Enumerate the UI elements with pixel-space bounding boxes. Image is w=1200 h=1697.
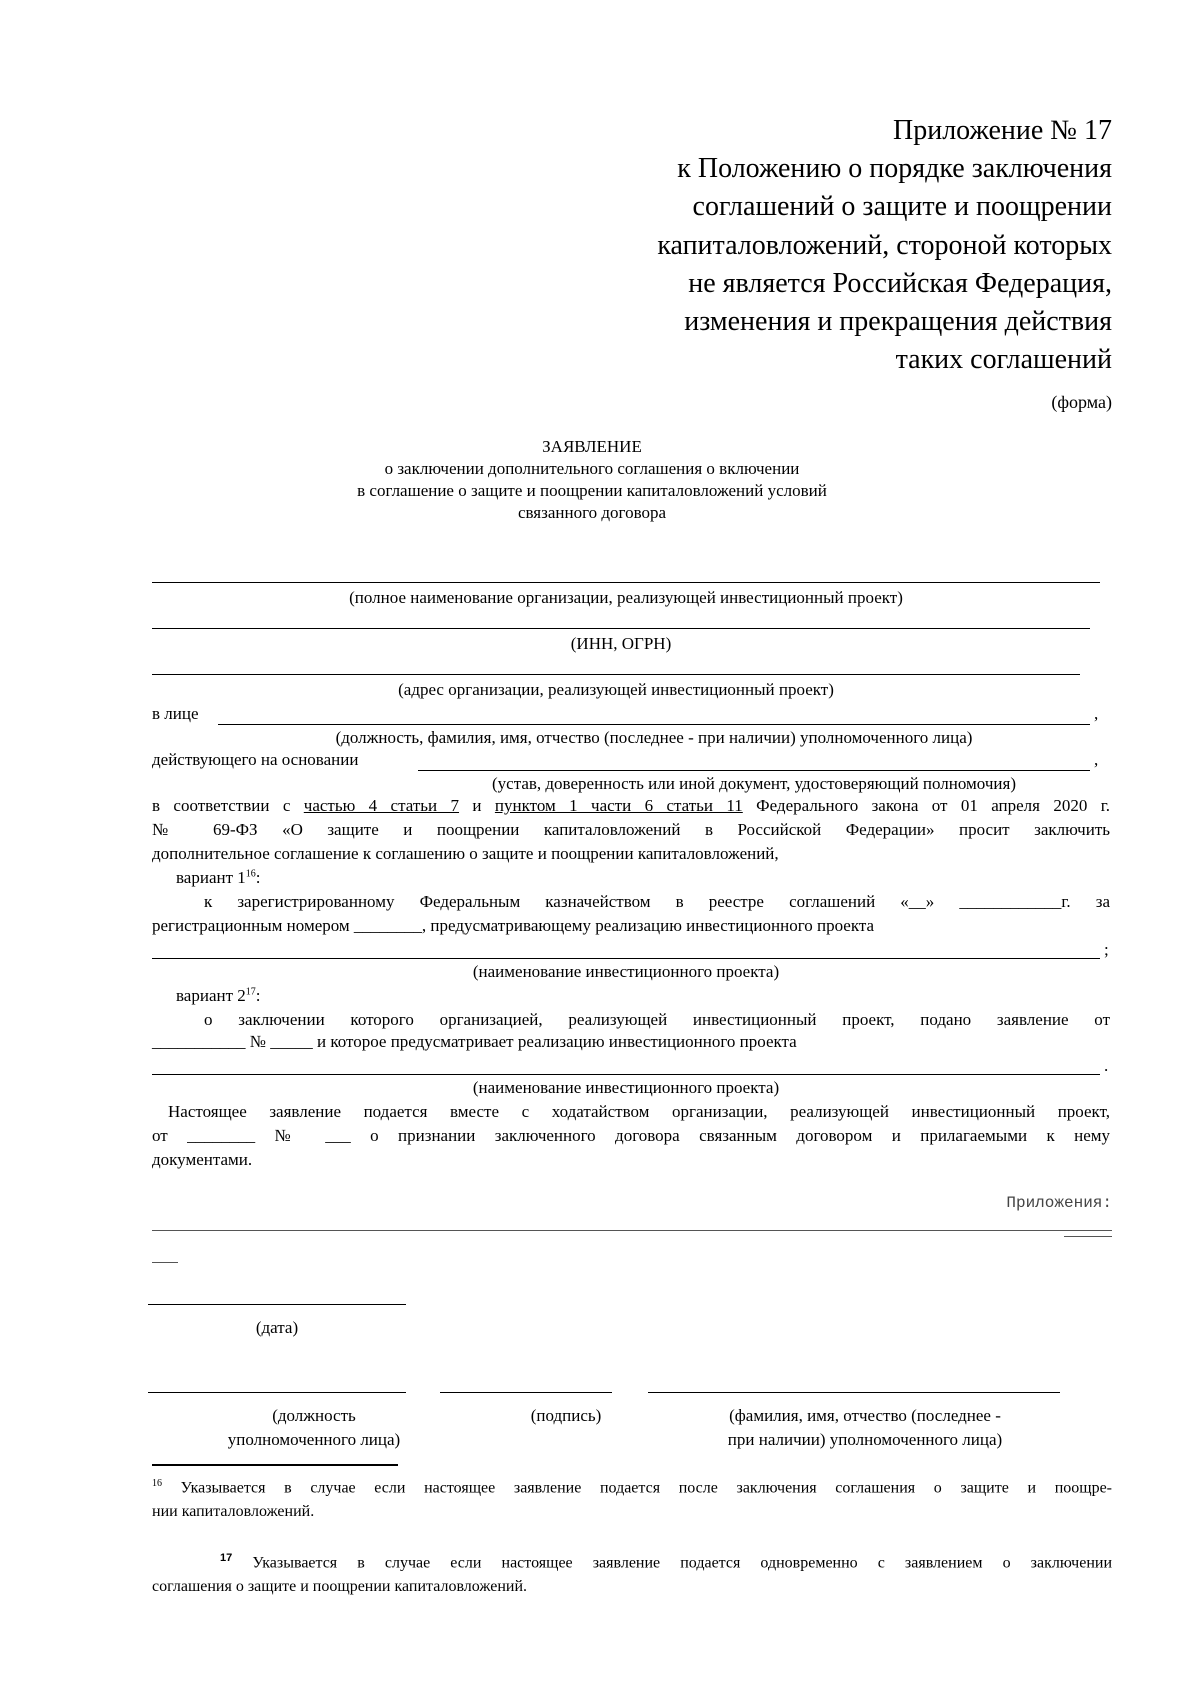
header-line-7: таких соглашений <box>895 344 1112 376</box>
representative-line[interactable] <box>218 724 1090 725</box>
footnote-ref-17[interactable]: 17 <box>245 986 256 998</box>
date-caption: (дата) <box>255 1318 299 1337</box>
variant-1-line-2: регистрационным номером ________, предусматривающему реализацию инвестиционного проекта <box>152 916 875 935</box>
project-name-line-2[interactable] <box>152 1074 1100 1075</box>
attachments-line-2[interactable] <box>152 1262 178 1263</box>
v-litse-label: в лице <box>152 704 199 723</box>
paragraph-2-line-2: от ________ № ___ о признании заключенного договора связанным договором и прилагаемыми к нему <box>152 1126 1110 1145</box>
p1-text-c: Федерального закона от 01 апреля 2020 г. <box>756 796 1111 815</box>
p1-text-a: в соответствии с <box>152 796 291 815</box>
paragraph-2-line-1: Настоящее заявление подается вместе с ходатайством организации, реализующей инвестиционный проект, <box>168 1102 1110 1121</box>
org-name-line[interactable] <box>152 582 1100 583</box>
law-link-part4-art7[interactable]: частью 4 статьи 7 <box>303 796 460 815</box>
address-line[interactable] <box>152 674 1080 675</box>
position-sign-line[interactable] <box>148 1392 406 1393</box>
appendix-header <box>657 112 1112 379</box>
header-line-2: к Положению о порядке заключения <box>677 153 1112 185</box>
header-line-5: не является Российская Федерация, <box>688 267 1112 299</box>
project-caption-2: (наименование инвестиционного проекта) <box>472 1078 780 1097</box>
fio-line[interactable] <box>648 1392 1060 1393</box>
footnote-17-text-1: Указывается в случае если настоящее заявление подается одновременно с заявлением о заключении <box>252 1554 1113 1572</box>
attachments-line-1[interactable] <box>152 1230 1112 1231</box>
comma-1: , <box>1094 704 1099 723</box>
footnote-17-line-1 <box>220 1546 1112 1575</box>
header-line-6: изменения и прекращения действия <box>684 306 1112 338</box>
fio-caption-2: при наличии) уполномоченного лица) <box>727 1430 1003 1449</box>
position-caption: (должность, фамилия, имя, отчество (последнее - при наличии) уполномоченного лица) <box>335 728 973 747</box>
footnote-separator <box>152 1464 398 1466</box>
position-caption-2: уполномоченного лица) <box>227 1430 401 1449</box>
acting-label: действующего на основании <box>152 750 359 769</box>
variant-1-text: вариант 1 <box>176 868 246 887</box>
footnote-ref-16[interactable]: 16 <box>245 868 256 880</box>
footnote-16-number: 16 <box>152 1478 162 1489</box>
header-line-4: капиталовложений, стороной которых <box>657 229 1112 261</box>
title-heading: ЗАЯВЛЕНИЕ <box>542 437 642 456</box>
header-line-3: соглашений о защите и поощрении <box>692 191 1112 223</box>
basis-line[interactable] <box>418 770 1090 771</box>
signature-line[interactable] <box>440 1392 612 1393</box>
paragraph-1-line-1 <box>152 796 1110 816</box>
variant-2-line-2: ___________ № _____ и которое предусматривает реализацию инвестиционного проекта <box>152 1032 797 1051</box>
p1-text-b: и <box>472 796 482 815</box>
position-caption-1: (должность <box>272 1406 356 1425</box>
footnote-16 <box>152 1472 1112 1524</box>
semicolon: ; <box>1104 940 1109 959</box>
title-sub-1: о заключении дополнительного соглашения о включении <box>384 459 800 478</box>
footnote-16-text-1: Указывается в случае если настоящее заявление подается после заключения соглашения о защите и поощре- <box>180 1479 1113 1497</box>
project-caption-1: (наименование инвестиционного проекта) <box>472 962 780 981</box>
date-line[interactable] <box>148 1304 406 1305</box>
paragraph-1-line-2: № 69-ФЗ «О защите и поощрении капиталовложений в Российской Федерации» просит заключить <box>152 820 1110 839</box>
variant-2-label: вариант $2^{17}$: <box>176 986 261 1005</box>
fio-caption-1: (фамилия, имя, отчество (последнее - <box>729 1406 1001 1425</box>
project-name-line-1[interactable] <box>152 958 1100 959</box>
form-label: (форма) <box>1051 392 1112 412</box>
attachments-line-1-tail <box>1064 1236 1112 1237</box>
title-sub-3: связанного договора <box>517 503 667 522</box>
variant-2-text: вариант 2 <box>176 986 246 1005</box>
footnote-17-number: 17 <box>220 1552 233 1564</box>
variant-1-label: вариант $1^{16}$: <box>176 868 261 887</box>
basis-caption: (устав, доверенность или иной документ, удостоверяющий полномочия) <box>491 774 1016 793</box>
org-name-caption: (полное наименование организации, реализующей инвестиционный проект) <box>349 588 903 607</box>
paragraph-1-line-3: дополнительное соглашение к соглашению о защите и поощрении капиталовложений, <box>152 844 779 863</box>
inn-caption: (ИНН, ОГРН) <box>570 634 672 653</box>
variant-1-line-1: к зарегистрированному Федеральным казначейством в реестре соглашений «__» ____________г. за <box>204 892 1110 911</box>
law-link-point1-part6-art11[interactable]: пунктом 1 части 6 статьи 11 <box>494 796 743 815</box>
inn-line[interactable] <box>152 628 1090 629</box>
comma-2: , <box>1094 750 1099 769</box>
address-caption: (адрес организации, реализующей инвестиционный проект) <box>398 680 834 699</box>
footnote-17-line-2: соглашения о защите и поощрении капиталовложений. <box>152 1578 527 1596</box>
footnote-16-line-1 <box>152 1472 1112 1500</box>
footnote-16-line-2: нии капиталовложений. <box>152 1503 315 1521</box>
attachments-label: Приложения: <box>1006 1194 1112 1212</box>
header-line-1: Приложение № 17 <box>893 115 1112 146</box>
paragraph-2-line-3: документами. <box>152 1150 253 1169</box>
period: . <box>1104 1056 1109 1075</box>
footnote-17 <box>152 1546 1112 1599</box>
title-sub-2: в соглашение о защите и поощрении капиталовложений условий <box>357 481 827 500</box>
signature-caption: (подпись) <box>530 1406 602 1425</box>
document-title <box>150 436 1034 524</box>
variant-2-line-1: о заключении которого организацией, реализующей инвестиционный проект, подано заявление от <box>204 1010 1110 1029</box>
